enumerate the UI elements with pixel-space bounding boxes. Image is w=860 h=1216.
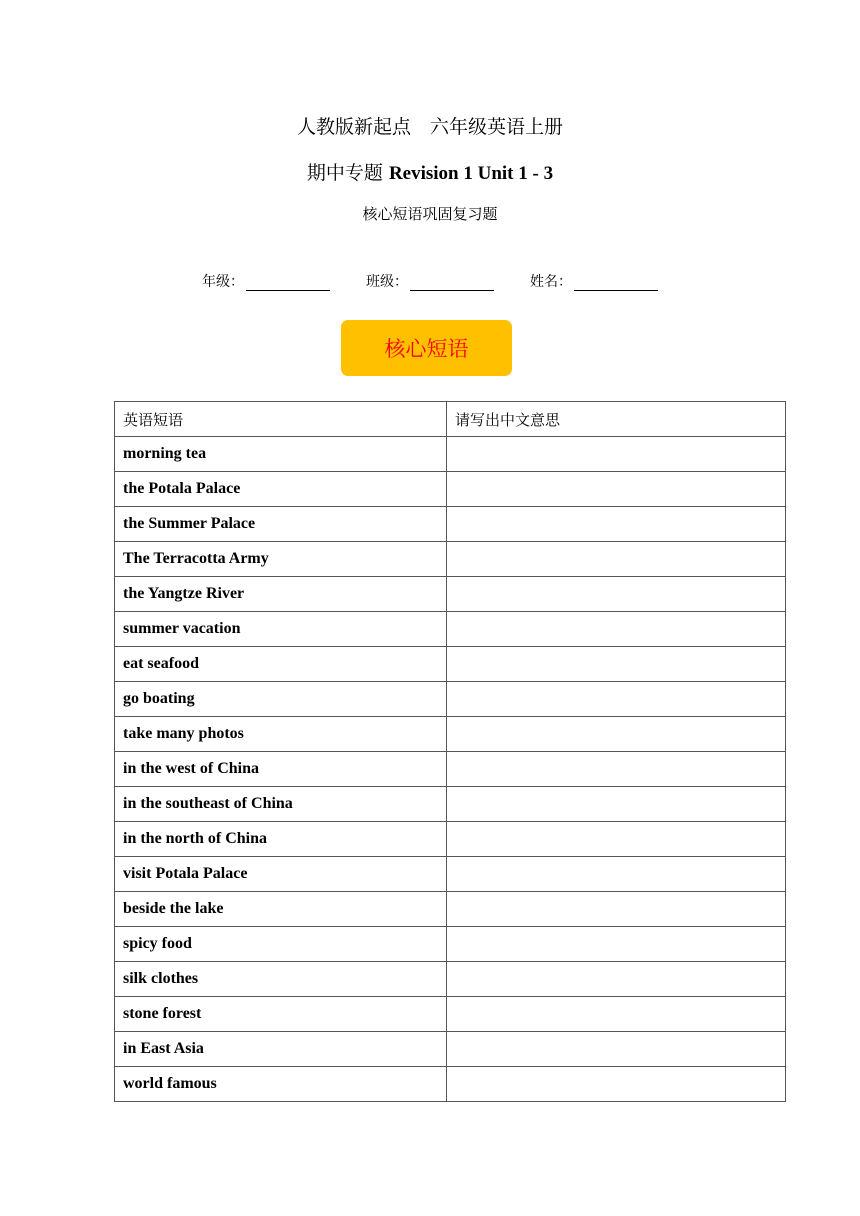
table-row <box>115 997 786 1032</box>
english-phrase-cell: beside the lake <box>115 892 447 927</box>
table-header-row <box>115 402 786 437</box>
badge-label: 核心短语 <box>384 337 469 361</box>
grade-blank[interactable] <box>246 274 330 291</box>
table-row <box>115 472 786 507</box>
english-phrase-cell: in the west of China <box>115 752 447 787</box>
phrase-table <box>114 401 786 1102</box>
english-phrase-cell: the Yangtze River <box>115 577 447 612</box>
english-phrase-cell: The Terracotta Army <box>115 542 447 577</box>
table-row <box>115 892 786 927</box>
chinese-meaning-answer-cell[interactable] <box>447 787 786 822</box>
chinese-meaning-answer-cell[interactable] <box>447 927 786 962</box>
english-phrase-cell: in the north of China <box>115 822 447 857</box>
chinese-meaning-answer-cell[interactable] <box>447 892 786 927</box>
table-row <box>115 1067 786 1102</box>
chinese-meaning-answer-cell[interactable] <box>447 752 786 787</box>
subtitle-chinese: 期中专题 <box>306 162 389 184</box>
section-heading: 核心短语巩固复习题 <box>362 205 498 223</box>
header-chinese-meaning: 请写出中文意思 <box>447 402 786 437</box>
table-row <box>115 927 786 962</box>
english-phrase-cell: silk clothes <box>115 962 447 997</box>
english-phrase-cell: spicy food <box>115 927 447 962</box>
table-row <box>115 822 786 857</box>
table-row <box>115 682 786 717</box>
grade-field <box>202 271 330 291</box>
chinese-meaning-answer-cell[interactable] <box>447 857 786 892</box>
chinese-meaning-answer-cell[interactable] <box>447 612 786 647</box>
chinese-meaning-answer-cell[interactable] <box>447 647 786 682</box>
table-row <box>115 542 786 577</box>
table-row <box>115 1032 786 1067</box>
chinese-meaning-answer-cell[interactable] <box>447 542 786 577</box>
english-phrase-cell: world famous <box>115 1067 447 1102</box>
english-phrase-cell: the Potala Palace <box>115 472 447 507</box>
chinese-meaning-answer-cell[interactable] <box>447 997 786 1032</box>
table-row <box>115 577 786 612</box>
chinese-meaning-answer-cell[interactable] <box>447 1032 786 1067</box>
english-phrase-cell: stone forest <box>115 997 447 1032</box>
document-title: 人教版新起点 六年级英语上册 <box>296 116 563 138</box>
table-row <box>115 612 786 647</box>
table-row <box>115 752 786 787</box>
core-phrases-badge <box>341 320 512 376</box>
name-field <box>530 271 658 291</box>
table-row <box>115 787 786 822</box>
name-blank[interactable] <box>574 274 658 291</box>
class-field <box>366 271 494 291</box>
english-phrase-cell: eat seafood <box>115 647 447 682</box>
english-phrase-cell: visit Potala Palace <box>115 857 447 892</box>
table-row <box>115 647 786 682</box>
subtitle-english: Revision 1 Unit 1 - 3 <box>388 163 554 184</box>
name-label: 姓名： <box>530 274 572 290</box>
document-subtitle <box>0 158 860 185</box>
table-row <box>115 717 786 752</box>
chinese-meaning-answer-cell[interactable] <box>447 437 786 472</box>
chinese-meaning-answer-cell[interactable] <box>447 1067 786 1102</box>
chinese-meaning-answer-cell[interactable] <box>447 577 786 612</box>
chinese-meaning-answer-cell[interactable] <box>447 472 786 507</box>
english-phrase-cell: in East Asia <box>115 1032 447 1067</box>
table-row <box>115 507 786 542</box>
chinese-meaning-answer-cell[interactable] <box>447 507 786 542</box>
table-row <box>115 437 786 472</box>
chinese-meaning-answer-cell[interactable] <box>447 682 786 717</box>
chinese-meaning-answer-cell[interactable] <box>447 962 786 997</box>
table-row <box>115 962 786 997</box>
chinese-meaning-answer-cell[interactable] <box>447 822 786 857</box>
student-info-fields <box>0 271 860 291</box>
english-phrase-cell: morning tea <box>115 437 447 472</box>
class-label: 班级： <box>366 274 408 290</box>
chinese-meaning-answer-cell[interactable] <box>447 717 786 752</box>
table-row <box>115 857 786 892</box>
english-phrase-cell: summer vacation <box>115 612 447 647</box>
english-phrase-cell: take many photos <box>115 717 447 752</box>
english-phrase-cell: go boating <box>115 682 447 717</box>
english-phrase-cell: the Summer Palace <box>115 507 447 542</box>
grade-label: 年级： <box>202 274 244 290</box>
class-blank[interactable] <box>410 274 494 291</box>
english-phrase-cell: in the southeast of China <box>115 787 447 822</box>
header-english-phrase: 英语短语 <box>115 402 447 437</box>
